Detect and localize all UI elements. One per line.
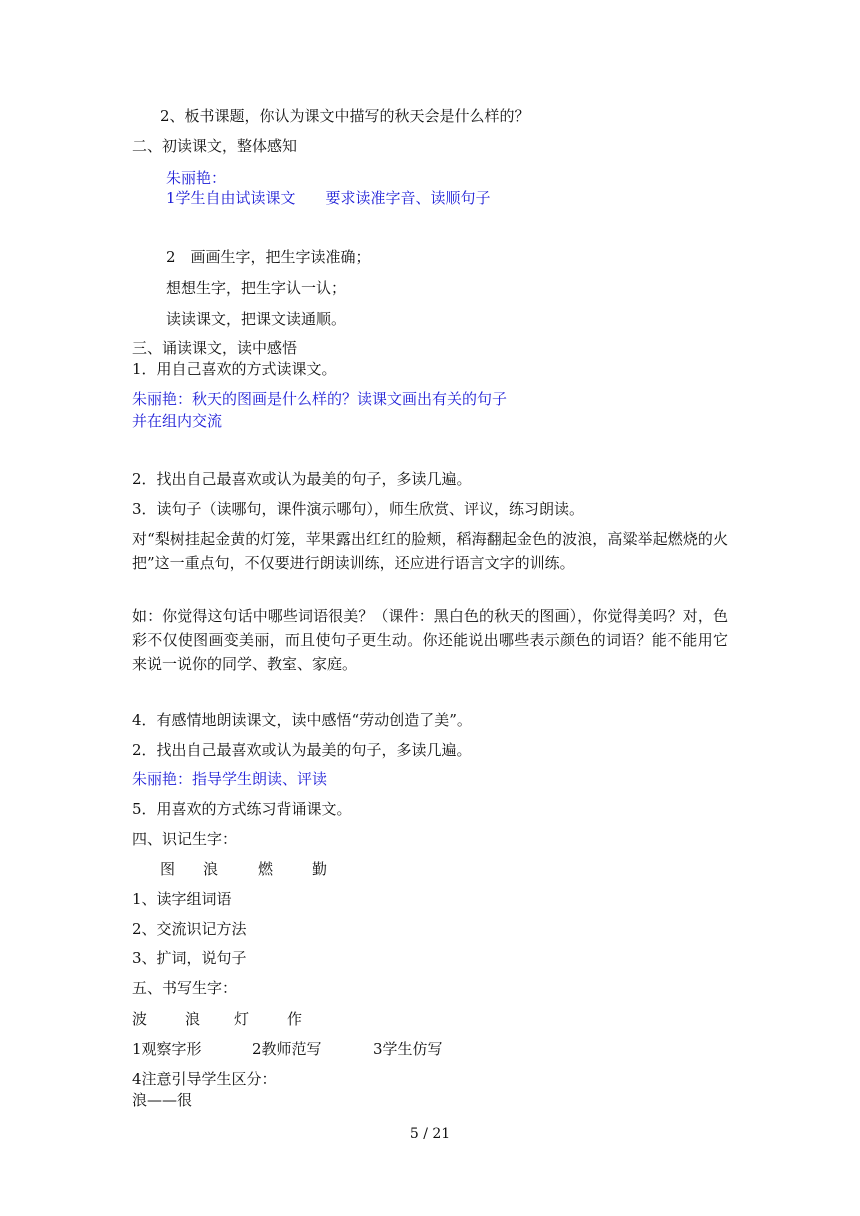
character: 波 [132,1010,148,1028]
page-number [0,1124,860,1144]
writing-characters-row [132,1008,302,1030]
writing-steps-row [132,1038,443,1060]
text-line: 2．找出自己最喜欢或认为最美的句子，多读几遍。 [132,470,472,488]
page-total: 21 [432,1126,451,1142]
character: 图 [160,860,176,878]
teacher-annotation: 朱丽艳： [166,169,227,187]
character: 浪 [185,1010,201,1028]
text-line: 1、读字组词语 [132,890,232,908]
paragraph: 如：你觉得这句话中哪些词语很美？（课件：黑白色的秋天的图画），你觉得美吗？对，色彩不仅使图画变美丽，而且使句子更生动。你还能说出哪些表示颜色的词语？能不能用它来说一说你的同学、教室、家庭。 [132,607,728,673]
character: 浪 [203,860,219,878]
text-line: 1．用自己喜欢的方式读课文。 [132,360,337,378]
teacher-annotation: 朱丽艳：指导学生朗读、评读 [132,770,328,788]
writing-step: 1观察字形 [132,1040,202,1058]
text-line: 3、扩词，说句子 [132,949,247,967]
writing-step: 2教师范写 [252,1040,322,1058]
text-line: 想想生字，把生字认一认； [166,279,347,297]
text-line: 4注意引导学生区分： [132,1070,277,1088]
writing-step: 3学生仿写 [373,1040,443,1058]
teacher-annotation: 朱丽艳：秋天的图画是什么样的？读课文画出有关的句子 [132,390,508,408]
text-line: 2、交流识记方法 [132,920,247,938]
new-characters-row [160,858,327,880]
character: 燃 [258,860,274,878]
text-line: 5．用喜欢的方式练习背诵课文。 [132,800,352,818]
text-line: 3．读句子（读哪句，课件演示哪句），师生欣赏、评议，练习朗读。 [132,500,585,518]
text-line: 2、板书课题，你认为课文中描写的秋天会是什么样的？ [160,107,530,125]
page-separator: / [423,1126,428,1142]
section-heading: 五、书写生字： [132,979,238,997]
text-line: 读读课文，把课文读通顺。 [166,310,347,328]
text-line: 2 画画生字，把生字读准确； [166,248,371,266]
teacher-annotation: 并在组内交流 [132,412,223,430]
text-line: 2．找出自己最喜欢或认为最美的句子，多读几遍。 [132,741,472,759]
section-heading: 三、诵读课文，读中感悟 [132,339,298,357]
section-heading: 四、识记生字： [132,830,238,848]
paragraph: 对“梨树挂起金黄的灯笼，苹果露出红红的脸颊，稻海翻起金色的波浪，高粱举起燃烧的火把”这一重点句，不仅要进行朗读训练，还应进行语言文字的训练。 [132,530,728,572]
section-heading: 二、初读课文，整体感知 [132,137,298,155]
character: 作 [287,1010,303,1028]
text-line: 浪——很 [132,1091,193,1109]
text-line: 4．有感情地朗读课文，读中感悟“劳动创造了美”。 [132,711,472,729]
character: 勤 [312,860,328,878]
character: 灯 [234,1010,250,1028]
teacher-annotation: 1学生自由试读课文 要求读准字音、读顺句子 [166,189,491,207]
page-current: 5 [409,1126,419,1142]
